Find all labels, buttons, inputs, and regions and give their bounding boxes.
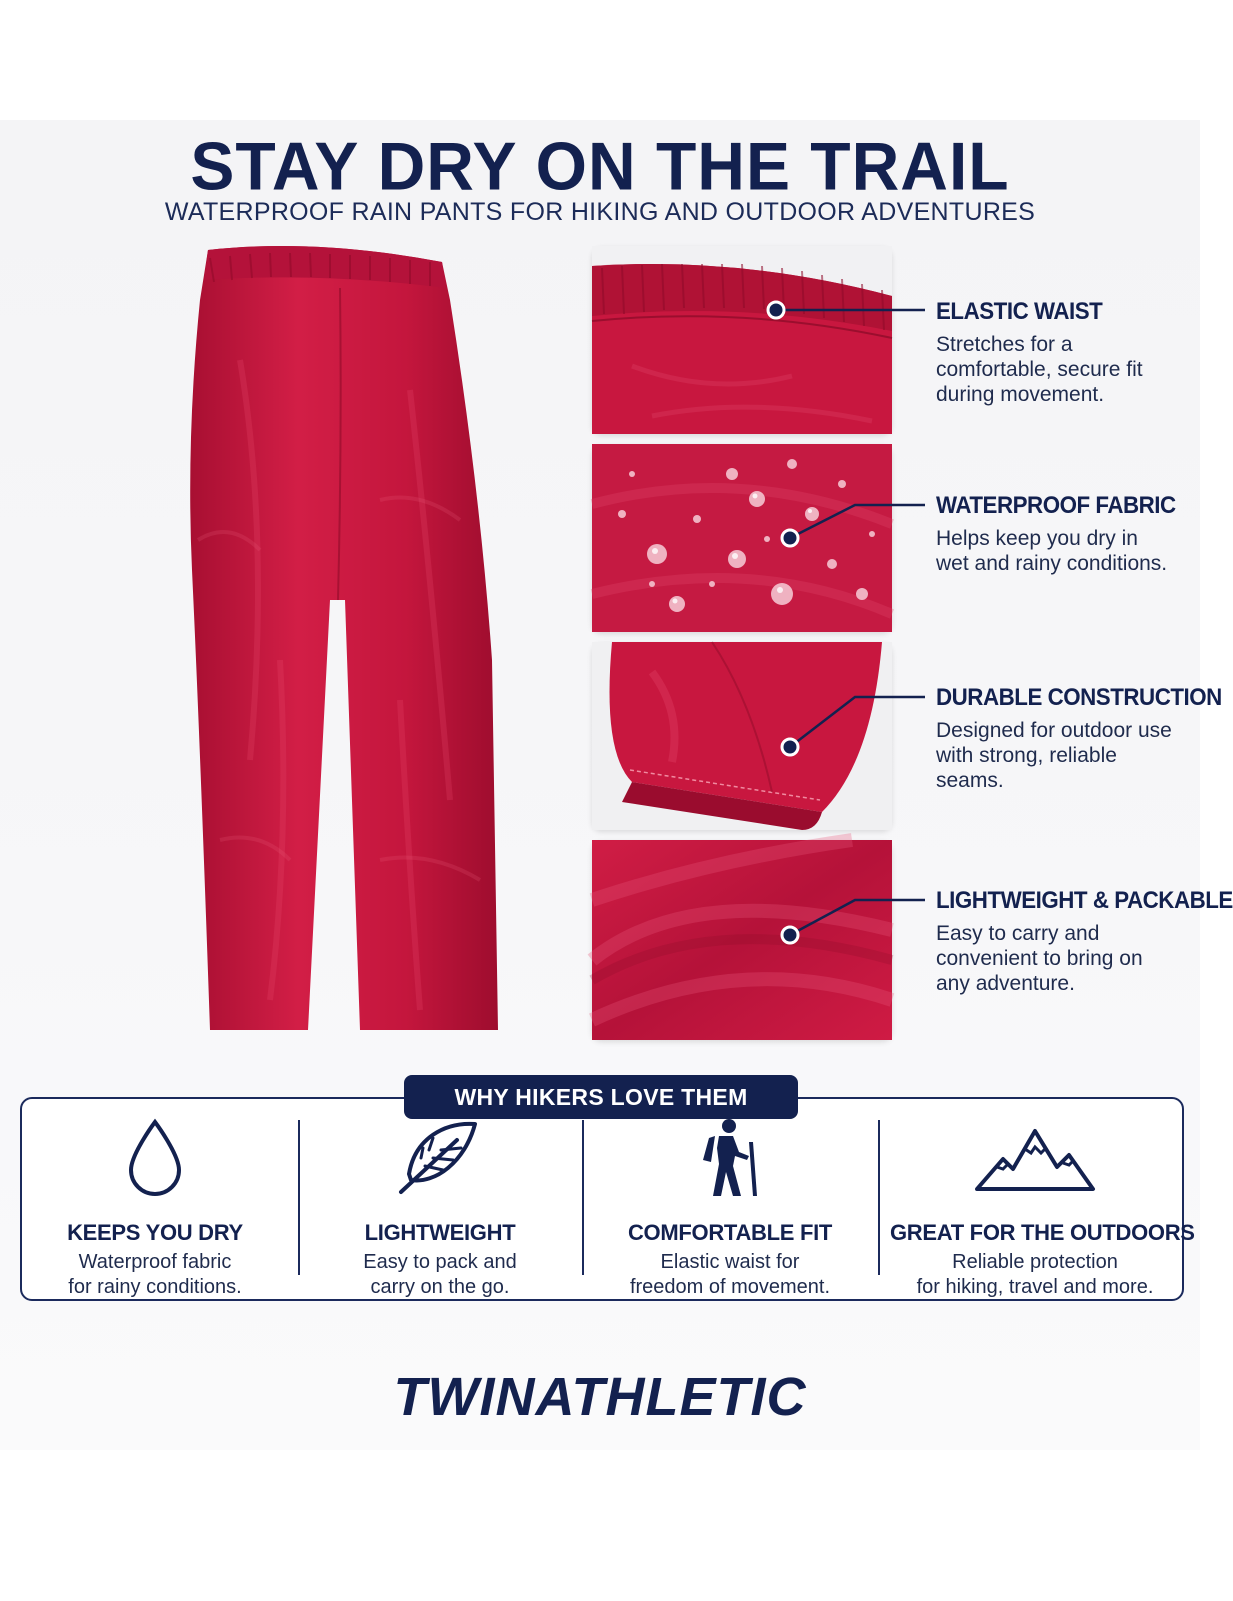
benefit-great-for-outdoors [890,1118,1195,1300]
benefit-divider [878,1120,880,1275]
mountains-icon [890,1118,1180,1198]
benefit-title: COMFORTABLE FIT [627,1220,833,1245]
feature-title: DURABLE CONSTRUCTION [936,684,1222,711]
benefit-comfortable-fit [590,1118,870,1300]
feature-title: LIGHTWEIGHT & PACKABLE [936,887,1233,914]
water-drop-icon [15,1118,295,1198]
benefit-text-line: carry on the go. [370,1276,510,1298]
benefit-text-line: Waterproof fabric [78,1251,232,1273]
benefit-text-line: for rainy conditions. [68,1276,242,1298]
rain-pants-image [180,240,510,1060]
benefit-text-line: Easy to pack and [363,1251,517,1273]
feature-durable-construction [936,684,1222,793]
feature-description: Helps keep you dry in wet and rainy conditions. [936,527,1168,575]
benefit-lightweight [300,1118,580,1300]
feature-elastic-waist [936,298,1196,407]
benefit-title: KEEPS YOU DRY [67,1220,243,1245]
detail-photo-waterproof-fabric [592,444,892,632]
benefit-title: LIGHTWEIGHT [364,1220,516,1245]
detail-photo-durable-construction [592,642,892,830]
feature-title: ELASTIC WAIST [936,298,1103,325]
page-title: STAY DRY ON THE TRAIL [190,128,1010,204]
feature-title: WATERPROOF FABRIC [936,492,1176,519]
benefit-keeps-you-dry [15,1118,295,1300]
hiker-icon [590,1118,870,1198]
feature-description: Easy to carry and convenient to bring on any adventure. [936,922,1143,995]
feature-waterproof-fabric [936,492,1196,576]
detail-photo-lightweight-packable [592,840,892,1040]
benefit-text-line: freedom of movement. [629,1276,831,1298]
brand-logo: TWINATHLETIC [393,1367,807,1427]
benefit-text-line: Reliable protection [952,1251,1118,1273]
feature-description: Stretches for a comfortable, secure fit during movement. [936,333,1143,406]
benefit-divider [582,1120,584,1275]
feature-lightweight-packable [936,887,1233,996]
benefit-text-line: Elastic waist for [660,1251,800,1273]
benefit-title: GREAT FOR THE OUTDOORS [890,1220,1195,1245]
page-subtitle: WATERPROOF RAIN PANTS FOR HIKING AND OUTDOOR ADVENTURES [164,198,1036,226]
benefits-heading: WHY HIKERS LOVE THEM [404,1075,798,1119]
benefit-text-line: for hiking, travel and more. [916,1276,1154,1298]
feature-description: Designed for outdoor use with strong, reliable seams. [936,719,1172,792]
detail-photo-elastic-waist [592,246,892,434]
feather-icon [300,1118,580,1198]
